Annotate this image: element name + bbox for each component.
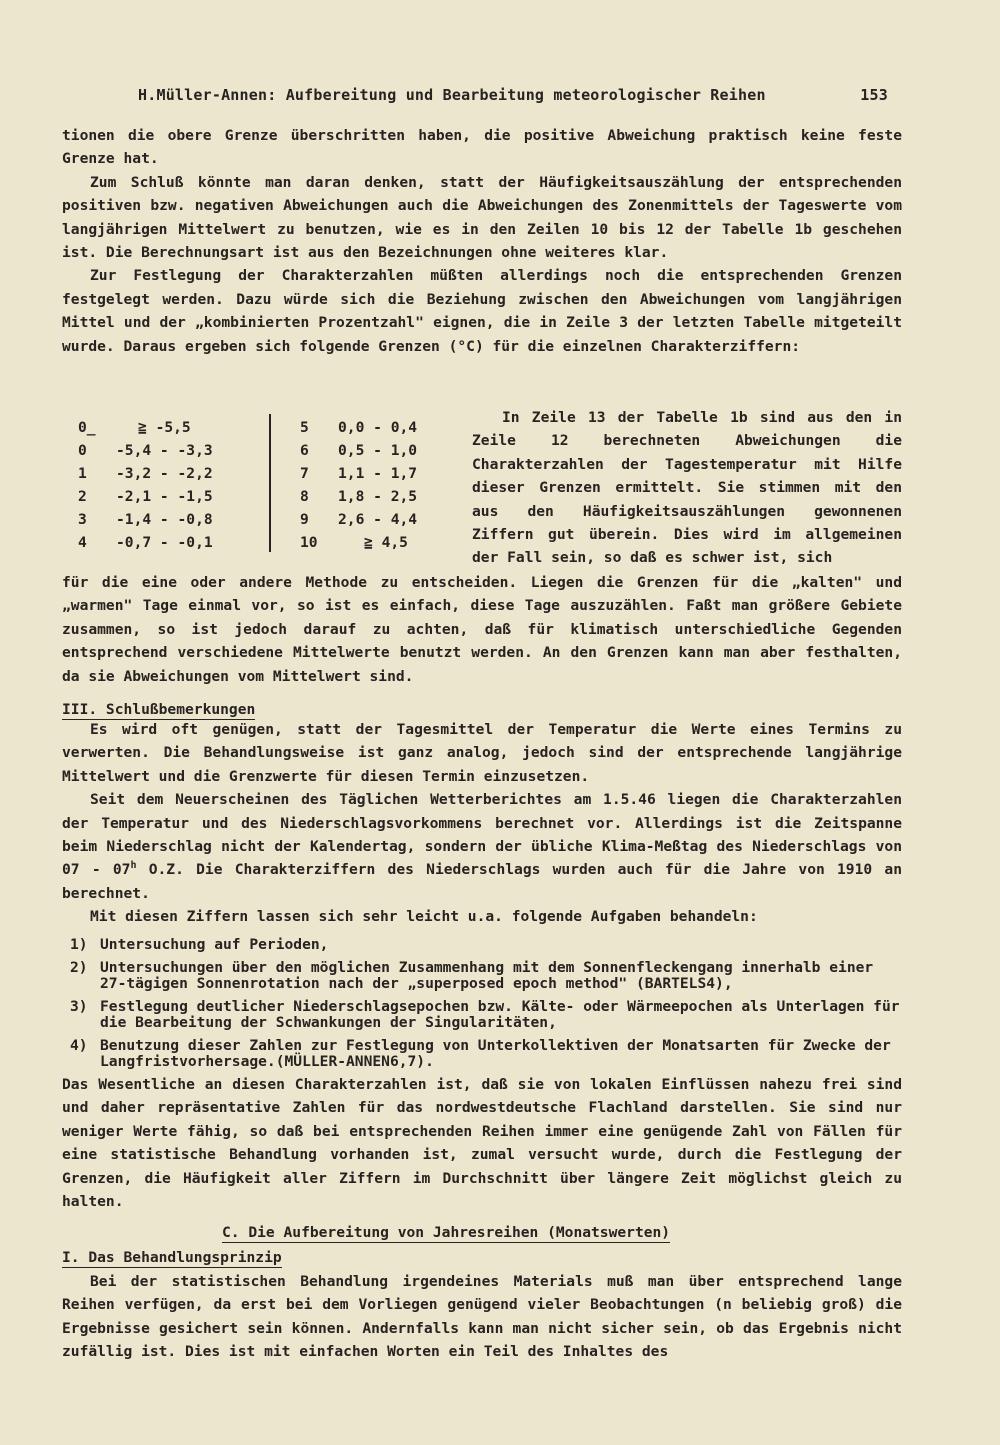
list-number: 3)	[70, 998, 88, 1015]
paragraph-summary: Das Wesentliche an diesen Charakterzahlen ist, daß sie von lokalen Einflüssen nahezu frei sind und daher repräsentative Zahlen für das nordwestdeutsche Flachland darstellen. Sie sind nur weniger Werte fähig, so daß bei entsprechenden Reihen immer eine genügende Zahl von Fällen für eine statistische Behandlung vorhanden ist, zumal versucht wurde, durch die Festlegung der Grenzen, die Häufigkeit aller Ziffern im Durchschnitt über längere Zeit möglichst gleich zu halten.	[62, 1076, 902, 1211]
section-III-text	[62, 718, 902, 929]
limit-range: 2,6 - 4,4	[338, 511, 418, 528]
list-text: Untersuchungen über den möglichen Zusammenhang mit dem Sonnenfleckengang innerhalb einer 27-tägigen Sonnenrotation nach der „superposed epoch method" (BARTELS4),	[100, 959, 874, 992]
paragraph-statistics: Bei der statistischen Behandlung irgendeines Materials muß man über entsprechend lange Reihen verfügen, da erst bei dem Vorliegen genügend vieler Beobachtungen (n beliebig groß) die Ergebnisse gesichert sein können. Andernfalls kann man nicht sicher sein, ob das Ergebnis nicht zufällig ist. Dies ist mit einfachen Worten ein Teil des Inhaltes des	[62, 1273, 902, 1361]
list-number: 2)	[70, 959, 88, 976]
limits-row	[300, 416, 417, 439]
list-text: Festlegung deutlicher Niederschlagsepochen bzw. Kälte- oder Wärmeepochen als Unterlagen für die Bearbeitung der Schwankungen der Singularitäten,	[100, 998, 900, 1031]
limit-range: 1,8 - 2,5	[338, 488, 418, 505]
limit-digit: 3	[78, 511, 87, 528]
limits-row	[300, 508, 417, 531]
wetterbericht-text-a: Seit dem Neuerscheinen des Täglichen Wetterberichtes am 1.5.46 liegen die Charakterzahlen der Temperatur und des Niederschlagsvorkommens berechnet vor. Allerdings ist die Zeitspanne beim Niederschlag nicht der Kalendertag, sondern der übliche Klima-Meßtag des Niederschlags von 07 - 07	[62, 791, 902, 879]
limit-digit: 8	[300, 488, 309, 505]
list-item	[62, 999, 902, 1031]
after-table-text	[62, 571, 902, 688]
side-paragraph	[472, 406, 902, 570]
limit-digit: 6	[300, 442, 309, 459]
limits-row	[300, 439, 417, 462]
limit-digit: 0	[78, 442, 87, 459]
limit-digit: 2	[78, 488, 87, 505]
hour-superscript: h	[130, 860, 137, 872]
page-number: 153	[860, 86, 888, 104]
list-item	[62, 937, 902, 953]
limit-range: -2,1 - -1,5	[116, 488, 213, 505]
limit-range: -5,4 - -3,3	[116, 442, 213, 459]
limit-digit: 9	[300, 511, 309, 528]
limits-row	[78, 439, 213, 462]
running-header	[138, 86, 898, 104]
limit-digit: 1	[78, 465, 87, 482]
intro-text	[62, 124, 902, 358]
list-text: Benutzung dieser Zahlen zur Festlegung von Unterkollektiven der Monatsarten für Zwecke der Langfristvorhersage.(MÜLLER-ANNEN6,7).	[100, 1037, 891, 1070]
limit-range: 0,5 - 1,0	[338, 442, 418, 459]
paragraph-wetterbericht	[62, 788, 902, 905]
list-number: 4)	[70, 1037, 88, 1054]
paragraph-method-choice: für die eine oder andere Methode zu entscheiden. Liegen die Grenzen für die „kalten" und „warmen" Tage einmal vor, so ist es einfach, diese Tage auszuzählen. Faßt man größere Gebiete zusammen, so ist jedoch darauf zu achten, daß für klimatisch unterschiedliche Gegenden entsprechend verschiedene Mittelwerte benutzt werden. An den Grenzen kann man aber festhalten, da sie Abweichungen vom Mittelwert sind.	[62, 574, 902, 685]
limits-row	[300, 485, 417, 508]
closing-text	[62, 1073, 902, 1213]
paragraph-zonal-mean: Zum Schluß könnte man daran denken, statt der Häufigkeitsauszählung der entsprechenden positiven bzw. negativen Abweichungen auch die Abweichungen des Zonenmittels der Tageswerte vom langjährigen Mittelwert zu benutzen, wie es in den Zeilen 10 bis 12 der Tabelle 1b geschehen ist. Die Berechnungsart ist aus den Bezeichnungen ohne weiteres klar.	[62, 173, 902, 262]
limit-digit: 4	[78, 534, 87, 551]
limit-range: -0,7 - -0,1	[116, 534, 213, 551]
limits-row	[300, 531, 417, 554]
limit-range: ≧ -5,5	[138, 419, 191, 436]
limit-digit: 10	[300, 534, 318, 551]
limits-table-left-column	[78, 416, 213, 554]
limits-row	[78, 508, 213, 531]
section-heading-III: III. Schlußbemerkungen	[62, 701, 256, 718]
limit-range: 1,1 - 1,7	[338, 465, 418, 482]
running-title: H.Müller-Annen: Aufbereitung und Bearbeitung meteorologischer Reihen	[138, 86, 766, 104]
list-number: 1)	[70, 936, 88, 953]
paragraph-limits-intro: Zur Festlegung der Charakterzahlen müßten allerdings noch die entsprechenden Grenzen festgelegt werden. Dazu würde sich die Beziehung zwischen den Abweichungen vom langjährigen Mittel und der „kombinierten Prozentzahl" eignen, die in Zeile 3 der letzten Tabelle mitgeteilt wurde. Daraus ergeben sich folgende Grenzen (°C) für die einzelnen Charakterziffern:	[62, 267, 902, 355]
list-item	[62, 960, 902, 992]
limits-row	[78, 416, 213, 439]
side-paragraph-text: In Zeile 13 der Tabelle 1b sind aus den in Zeile 12 berechneten Abweichungen die Charakterzahlen der Tagestemperatur mit Hilfe dieser Grenzen ermittelt. Sie stimmen mit den aus den Häufigkeitsauszählungen gewonnenen Ziffern gut überein. Dies wird im allgemeinen der Fall sein, so daß es schwer ist, sich	[472, 409, 902, 567]
list-item	[62, 1038, 902, 1070]
limit-range: 0,0 - 0,4	[338, 419, 418, 436]
limit-range: -1,4 - -0,8	[116, 511, 213, 528]
wetterbericht-text-b: O.Z. Die Charakterziffern des Niederschlags wurden auch für die Jahre von 1910 an berechnet.	[62, 861, 902, 902]
limit-range: ≧ 4,5	[364, 534, 408, 551]
limits-row	[78, 485, 213, 508]
limit-digit: 7	[300, 465, 309, 482]
list-text: Untersuchung auf Perioden,	[100, 936, 329, 953]
limit-digit: 0̲	[78, 419, 96, 436]
paragraph-tasks-intro: Mit diesen Ziffern lassen sich sehr leicht u.a. folgende Aufgaben behandeln:	[90, 908, 758, 926]
limits-row	[78, 462, 213, 485]
limits-row	[78, 531, 213, 554]
subsection-heading-I: I. Das Behandlungsprinzip	[62, 1249, 282, 1266]
table-divider	[269, 414, 271, 552]
task-list	[62, 937, 902, 1077]
paragraph-continuation: tionen die obere Grenze überschritten haben, die positive Abweichung praktisch keine feste Grenze hat.	[62, 127, 902, 168]
limit-range: -3,2 - -2,2	[116, 465, 213, 482]
limits-row	[300, 462, 417, 485]
section-C-text	[62, 1270, 902, 1364]
paragraph-termin: Es wird oft genügen, statt der Tagesmittel der Temperatur die Werte eines Termins zu verwerten. Die Behandlungsweise ist ganz analog, jedoch sind der entsprechende langjährige Mittelwert und die Grenzwerte für diesen Termin einzusetzen.	[62, 721, 902, 785]
limits-table-right-column	[300, 416, 417, 554]
section-heading-C: C. Die Aufbereitung von Jahresreihen (Monatswerten)	[222, 1224, 671, 1241]
limit-digit: 5	[300, 419, 309, 436]
